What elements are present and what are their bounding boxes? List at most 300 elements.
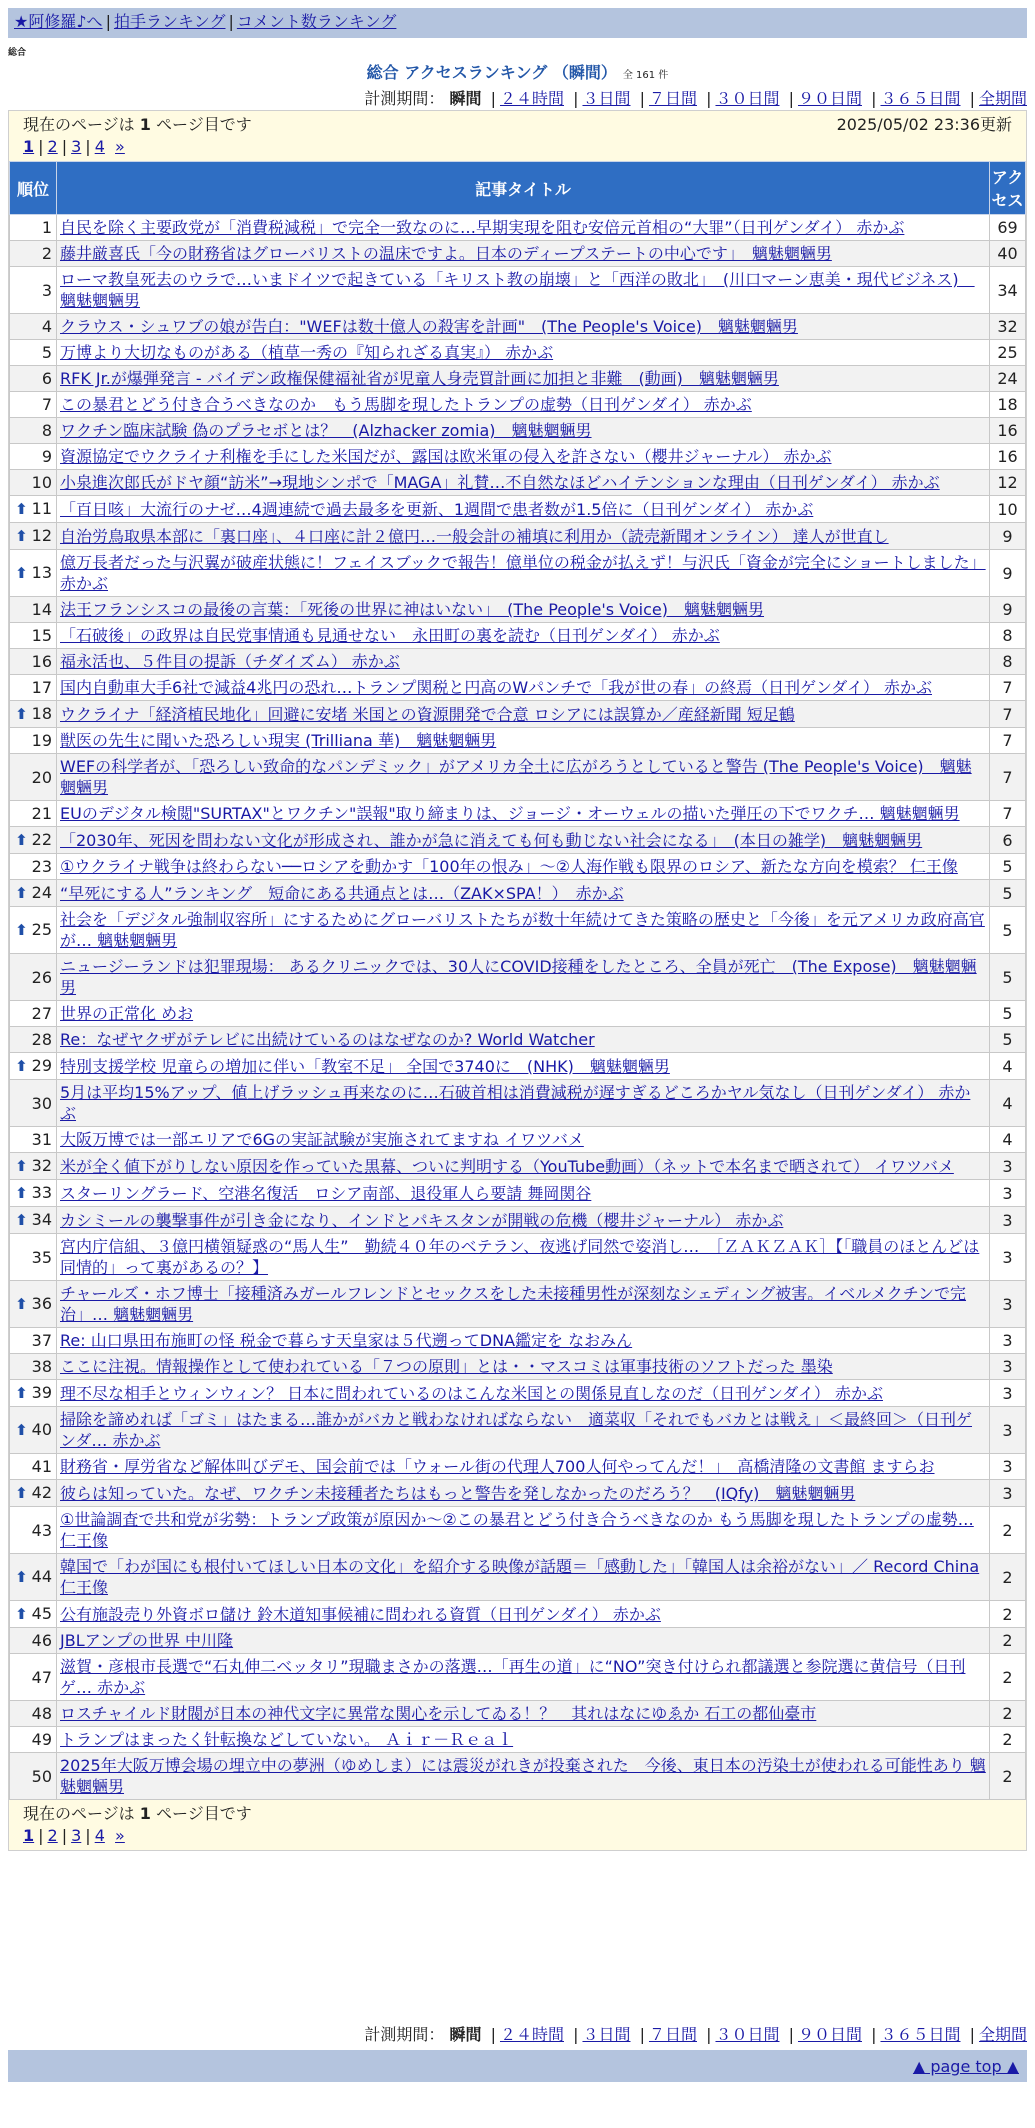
article-title-link[interactable]: 宮内庁信組、３億円横領疑惑の“馬人生” 勤続４０年のベテラン、夜逃げ同然で姿消し… ［ＺＡＫＺＡＫ］【「職員のほとんどは同情的」って裏があるの？】 — [60, 1237, 980, 1277]
table-row — [10, 1001, 1026, 1027]
rank-cell — [10, 728, 57, 754]
rank-cell — [10, 1701, 57, 1727]
rank-number: 9 — [41, 447, 52, 466]
period-label: 計測期間： — [364, 2025, 445, 2044]
period-24h[interactable]: ２４時間 — [499, 2025, 564, 2044]
up-arrow-icon: ⬆ — [15, 1568, 28, 1586]
title-cell — [57, 1380, 990, 1407]
ranking-count: 全 161 件 — [622, 70, 669, 81]
article-title-link[interactable]: 獣医の先生に聞いた恐ろしい現実 (Trilliana 華) 魑魅魍魎男 — [60, 731, 497, 750]
article-title-link[interactable]: ここに注視。情報操作として使われている「７つの原則」とは・・マスコミは軍事技術のソフトだった 墨染 — [60, 1357, 833, 1376]
ranking-title — [0, 60, 1035, 83]
page-link-3[interactable]: 3 — [71, 1826, 82, 1845]
applause-ranking-link[interactable]: 拍手ランキング — [113, 12, 226, 31]
rank-number: 47 — [31, 1667, 52, 1687]
article-title-link[interactable]: ウクライナ「経済植民地化」回避に安堵 米国との資源開発で合意 ロシアには誤算か／産経新聞 短足鶴 — [60, 704, 795, 724]
period-365d[interactable]: ３６５日間 — [880, 2025, 961, 2044]
access-count: 3 — [990, 1153, 1026, 1180]
access-count: 3 — [990, 1480, 1026, 1507]
table-row — [10, 314, 1026, 340]
table-row — [10, 1601, 1026, 1628]
table-row — [10, 1153, 1026, 1180]
rank-cell — [10, 418, 57, 444]
table-row — [10, 1180, 1026, 1207]
title-cell — [57, 1053, 990, 1080]
article-title-link[interactable]: JBLアンプの世界 中川隆 — [60, 1631, 234, 1650]
rank-number: 44 — [31, 1567, 52, 1586]
rank-cell — [10, 1601, 57, 1628]
rank-cell — [10, 1628, 57, 1654]
article-title-link[interactable]: 自民を除く主要政党が「消費税減税」で完全一致なのに…早期実現を阻む安倍元首相の“大罪”（日刊ゲンダイ） 赤かぶ — [60, 218, 905, 237]
table-row — [10, 1454, 1026, 1480]
page-link-4[interactable]: 4 — [94, 137, 105, 156]
table-row — [10, 241, 1026, 267]
rank-number: 29 — [31, 1056, 52, 1075]
rank-number: 16 — [31, 652, 52, 671]
access-count: 2 — [990, 1507, 1026, 1554]
access-count: 12 — [990, 470, 1026, 496]
rank-number: 17 — [31, 678, 52, 697]
rank-number: 46 — [31, 1631, 52, 1650]
ranking-table — [9, 161, 1026, 1800]
title-cell — [57, 907, 990, 954]
rank-cell — [10, 496, 57, 523]
page-top-link[interactable]: ▲ page top ▲ — [912, 2057, 1019, 2076]
title-cell — [57, 597, 990, 623]
access-count: 3 — [990, 1180, 1026, 1207]
access-count: 5 — [990, 1001, 1026, 1027]
table-row — [10, 827, 1026, 854]
article-title-link[interactable]: 彼らは知っていた。なぜ、ワクチン未接種者たちはもっと警告を発しなかったのだろう？ (IQfy) 魑魅魍魎男 — [60, 1483, 856, 1503]
article-title-link[interactable]: ロスチャイルド財閥が日本の神代文字に異常な関心を示してゐる！？ 其れはなにゆゑか 石工の都仙臺市 — [60, 1704, 817, 1723]
table-row — [10, 597, 1026, 623]
article-title-link[interactable]: 大阪万博では一部エリアで6Gの実証試験が実施されてますね イワツバメ — [60, 1130, 584, 1149]
rank-cell — [10, 1027, 57, 1053]
rank-cell — [10, 444, 57, 470]
title-cell — [57, 1127, 990, 1153]
table-row — [10, 1234, 1026, 1281]
table-row — [10, 1753, 1026, 1800]
table-row — [10, 1328, 1026, 1354]
access-count: 25 — [990, 340, 1026, 366]
table-row — [10, 418, 1026, 444]
rank-cell — [10, 392, 57, 418]
access-count: 5 — [990, 1027, 1026, 1053]
article-title-link[interactable]: RFK Jr.が爆弾発言 - バイデン政権保健福祉省が児童人身売買計画に加担と非難 (動画) 魑魅魍魎男 — [60, 369, 779, 388]
access-count: 3 — [990, 1234, 1026, 1281]
rank-number: 36 — [31, 1294, 52, 1313]
article-title-link[interactable]: 自治労鳥取県本部に「裏口座」、４口座に計２億円…一般会計の補填に利用か（読売新聞オンライン） 達人が世直し — [60, 526, 889, 546]
period-3d[interactable]: ３日間 — [582, 89, 631, 108]
article-title-link[interactable]: 韓国で「わが国にも根付いてほしい日本の文化」を紹介する映像が話題＝「感動した」「韓国人は余裕がない」／ Record China 仁王像 — [60, 1557, 980, 1597]
page-link-2[interactable]: 2 — [47, 1826, 58, 1845]
period-30d[interactable]: ３０日間 — [715, 2025, 780, 2044]
footer-bar — [8, 2050, 1027, 2082]
page-link-4[interactable]: 4 — [94, 1826, 105, 1845]
next-page-link[interactable]: » — [115, 1826, 125, 1845]
page-info-bottom — [9, 1800, 1026, 1850]
title-cell — [57, 1454, 990, 1480]
article-title-link[interactable]: クラウス・シュワブの娘が告白："WEFは数十億人の殺害を計画" (The People's Voice) 魑魅魍魎男 — [60, 317, 798, 336]
period-365d[interactable]: ３６５日間 — [880, 89, 961, 108]
article-title-link[interactable]: 「百日咳」大流行のナゼ…4週連続で過去最多を更新、1週間で患者数が1.5倍に（日刊ゲンダイ） 赤かぶ — [60, 499, 814, 519]
up-arrow-icon: ⬆ — [15, 884, 28, 902]
table-row — [10, 340, 1026, 366]
rank-number: 13 — [31, 563, 52, 582]
title-cell — [57, 1281, 990, 1328]
title-cell — [57, 241, 990, 267]
period-all[interactable]: 全期間 — [978, 89, 1027, 108]
access-column-header: アクセス — [990, 162, 1026, 215]
title-cell — [57, 1601, 990, 1628]
rank-number: 31 — [31, 1130, 52, 1149]
rank-number: 38 — [31, 1357, 52, 1376]
title-cell — [57, 1328, 990, 1354]
article-title-link[interactable]: 滋賀・彦根市長選で“石丸伸二ベッタリ”現職まさかの落選…「再生の道」に“NO”突き付けられ都議選と参院選に黄信号（日刊ゲ… 赤かぶ — [60, 1657, 966, 1697]
article-title-link[interactable]: Re: 山口県田布施町の怪 税金で暮らす天皇家は５代遡ってDNA鑑定を なおみん — [60, 1331, 633, 1350]
article-title-link[interactable]: 理不尽な相手とウィンウィン？ 日本に問われているのはこんな米国との関係見直しなのだ（日刊ゲンダイ） 赤かぶ — [60, 1383, 883, 1403]
rank-cell — [10, 1454, 57, 1480]
table-row — [10, 1127, 1026, 1153]
article-title-link[interactable]: 公有施設売り外資ボロ儲け 鈴木道知事候補に問われる資質（日刊ゲンダイ） 赤かぶ — [60, 1604, 661, 1624]
title-cell — [57, 1480, 990, 1507]
access-count: 9 — [990, 597, 1026, 623]
rank-cell — [10, 1554, 57, 1601]
rank-cell — [10, 675, 57, 701]
period-30d[interactable]: ３０日間 — [715, 89, 780, 108]
title-cell — [57, 954, 990, 1001]
rank-number: 42 — [31, 1483, 52, 1502]
article-title-link[interactable]: 福永活也、５件目の提訴（チダイズム） 赤かぶ — [60, 652, 400, 671]
table-row — [10, 444, 1026, 470]
period-24h[interactable]: ２４時間 — [499, 89, 564, 108]
period-all[interactable]: 全期間 — [978, 2025, 1027, 2044]
access-count: 2 — [990, 1554, 1026, 1601]
article-title-link[interactable]: 財務省・厚労省など解体叫びデモ、国会前では「ウォール街の代理人700人何やってんだ！」 高橋清隆の文書館 ますらお — [60, 1457, 935, 1476]
article-title-link[interactable]: ワクチン臨床試験 偽のプラセボとは？ (Alzhacker zomia) 魑魅魍魎男 — [60, 421, 592, 440]
rank-cell — [10, 854, 57, 880]
up-arrow-icon: ⬆ — [15, 705, 28, 723]
pagination-bottom: 1 | 2 | 3 | 4 » — [23, 1826, 125, 1845]
rank-cell — [10, 470, 57, 496]
article-title-link[interactable]: 「2030年、死因を問わない文化が形成され、誰かが急に消えても何も動じない社会になる」 (本日の雑学) 魑魅魍魎男 — [60, 830, 923, 850]
period-3d[interactable]: ３日間 — [582, 2025, 631, 2044]
title-cell — [57, 1507, 990, 1554]
access-count: 5 — [990, 854, 1026, 880]
rank-number: 49 — [31, 1730, 52, 1749]
title-cell — [57, 1207, 990, 1234]
article-title-link[interactable]: 「石破後」の政界は自民党事情通も見通せない 永田町の裏を読む（日刊ゲンダイ） 赤かぶ — [60, 626, 720, 645]
up-arrow-icon: ⬆ — [15, 564, 28, 582]
page-link-2[interactable]: 2 — [47, 137, 58, 156]
up-arrow-icon: ⬆ — [15, 1295, 28, 1313]
article-title-link[interactable]: 国内自動車大手6社で減益4兆円の恐れ…トランプ関税と円高のWパンチで「我が世の春」の終焉（日刊ゲンダイ） 赤かぶ — [60, 678, 932, 697]
title-cell — [57, 340, 990, 366]
title-cell — [57, 314, 990, 340]
rank-number: 12 — [31, 526, 52, 545]
table-row — [10, 1727, 1026, 1753]
rank-number: 37 — [31, 1331, 52, 1350]
access-count: 24 — [990, 366, 1026, 392]
rank-cell — [10, 1507, 57, 1554]
title-cell — [57, 550, 990, 597]
ranking-title-text: 総合 アクセスランキング （瞬間） — [366, 63, 617, 82]
rank-number: 50 — [31, 1766, 52, 1786]
up-arrow-icon: ⬆ — [15, 1605, 28, 1623]
article-title-link[interactable]: Re：なぜヤクザがテレビに出続けているのはなぜなのか? World Watcher — [60, 1030, 595, 1049]
article-title-link[interactable]: トランプはまったく针転換などしていない。 Ａｉｒ－Ｒｅａｌ — [60, 1730, 514, 1749]
next-page-link[interactable]: » — [115, 137, 125, 156]
rank-cell — [10, 1053, 57, 1080]
table-row — [10, 1628, 1026, 1654]
rank-number: 40 — [31, 1420, 52, 1439]
rank-number: 43 — [31, 1520, 52, 1540]
title-cell — [57, 1753, 990, 1800]
access-count: 2 — [990, 1654, 1026, 1701]
rank-cell — [10, 1654, 57, 1701]
rank-number: 10 — [31, 473, 52, 492]
article-title-link[interactable]: 資源協定でウクライナ利権を手にした米国だが、露国は欧米軍の侵入を許さない（櫻井ジャーナル） 赤かぶ — [60, 447, 832, 466]
table-row — [10, 880, 1026, 907]
table-row — [10, 523, 1026, 550]
table-row — [10, 1027, 1026, 1053]
article-title-link[interactable]: 5月は平均15%アップ、値上げラッシュ再来なのに…石破首相は消費減税が遅すぎるどころかヤル気なし（日刊ゲンダイ） 赤かぶ — [60, 1083, 971, 1123]
article-title-link[interactable]: 法王フランシスコの最後の言葉：「死後の世界に神はいない」 (The People's Voice) 魑魅魍魎男 — [60, 600, 765, 619]
table-row — [10, 215, 1026, 241]
title-cell — [57, 1407, 990, 1454]
table-row — [10, 267, 1026, 314]
rank-number: 20 — [31, 767, 52, 787]
title-cell — [57, 444, 990, 470]
period-90d[interactable]: ９０日間 — [797, 2025, 862, 2044]
article-title-link[interactable]: 世界の正常化 めお — [60, 1004, 194, 1023]
up-arrow-icon: ⬆ — [15, 1057, 28, 1075]
access-count: 3 — [990, 1328, 1026, 1354]
comment-ranking-link[interactable]: コメント数ランキング — [236, 12, 397, 31]
rank-cell — [10, 1080, 57, 1127]
article-title-link[interactable]: “早死にする人”ランキング 短命にある共通点とは…（ZAK×SPA！） 赤かぶ — [60, 883, 624, 903]
period-90d[interactable]: ９０日間 — [797, 89, 862, 108]
rank-number: 33 — [31, 1183, 52, 1202]
rank-cell — [10, 1001, 57, 1027]
table-row — [10, 1407, 1026, 1454]
title-cell — [57, 1001, 990, 1027]
rank-cell — [10, 241, 57, 267]
period-selector-bottom: 計測期間： 瞬間 | ２４時間 | ３日間 | ７日間 | ３０日間 | ９０日間 | ３６５日間 | 全期間 — [364, 2025, 1027, 2044]
period-selector-top: 計測期間： 瞬間 | ２４時間 | ３日間 | ７日間 | ３０日間 | ９０日間 | ３６５日間 | 全期間 — [364, 89, 1027, 108]
rank-cell — [10, 1407, 57, 1454]
rank-cell — [10, 1180, 57, 1207]
rank-number: 25 — [31, 920, 52, 939]
up-arrow-icon: ⬆ — [15, 1211, 28, 1229]
article-title-link[interactable]: ローマ教皇死去のウラで…いまドイツで起きている「キリスト教の崩壊」と「西洋の敗北」 (川口マーン恵美・現代ビジネス) 魑魅魍魎男 — [60, 270, 975, 310]
article-title-link[interactable]: 藤井厳喜氏「今の財務省はグローバリストの温床ですよ。日本のディープステートの中心です」 魑魅魍魎男 — [60, 244, 832, 263]
article-title-link[interactable]: ①ウクライナ戦争は終わらない──ロシアを動かす「100年の恨み」～②人海作戦も限界のロシア、新たな方向を模索？ 仁王像 — [60, 857, 958, 876]
access-count: 3 — [990, 1380, 1026, 1407]
rank-number: 41 — [31, 1457, 52, 1476]
page-link-1[interactable]: 1 — [23, 137, 35, 156]
table-row — [10, 649, 1026, 675]
access-count: 9 — [990, 550, 1026, 597]
article-title-link[interactable]: EUのデジタル検閲"SURTAX"とワクチン"誤報"取り締まりは、ジョージ・オーウェルの描いた弾圧の下でワクチ… 魑魅魍魎男 — [60, 804, 960, 823]
rank-cell — [10, 1727, 57, 1753]
rank-number: 18 — [31, 704, 52, 723]
access-count: 5 — [990, 907, 1026, 954]
rank-number: 1 — [41, 218, 52, 237]
rank-cell — [10, 1153, 57, 1180]
up-arrow-icon: ⬆ — [15, 921, 28, 939]
access-count: 2 — [990, 1727, 1026, 1753]
table-row — [10, 623, 1026, 649]
rank-number: 19 — [31, 731, 52, 750]
category-tag: 総合 — [8, 48, 27, 58]
article-title-link[interactable]: ニュージーランドは犯罪現場： あるクリニックでは、30人にCOVID接種をしたところ、全員が死亡 (The Expose) 魑魅魍魎男 — [60, 957, 977, 997]
article-title-link[interactable]: この暴君とどう付き合うべきなのか もう馬脚を現したトランプの虚勢（日刊ゲンダイ） 赤かぶ — [60, 395, 752, 414]
table-row — [10, 550, 1026, 597]
ranking-panel — [8, 110, 1027, 1851]
period-current: 瞬間 — [449, 89, 482, 108]
period-7d[interactable]: ７日間 — [648, 89, 697, 108]
article-title-link[interactable]: 2025年大阪万博会場の埋立中の夢洲（ゆめしま）には震災がれきが投棄された 今後、東日本の汚染土が使われる可能性あり 魑魅魍魎男 — [60, 1756, 986, 1796]
article-title-link[interactable]: 社会を「デジタル強制収容所」にするためにグローバリストたちが数十年続けてきた策略の歴史と「今後」を元アメリカ政府高官が… 魑魅魍魎男 — [60, 910, 985, 950]
nav-separator: | — [228, 12, 234, 31]
title-cell — [57, 523, 990, 550]
table-row — [10, 1507, 1026, 1554]
rank-number: 4 — [41, 317, 52, 336]
rank-number: 15 — [31, 626, 52, 645]
title-cell — [57, 366, 990, 392]
article-title-link[interactable]: WEFの科学者が、「恐ろしい致命的なパンデミック」がアメリカ全土に広がろうとしていると警告 (The People's Voice) 魑魅魍魎男 — [60, 757, 972, 797]
page-info-top — [9, 111, 1026, 161]
rank-number: 3 — [41, 280, 52, 300]
article-title-link[interactable]: 特別支援学校 児童らの増加に伴い「教室不足」 全国で3740に (NHK) 魑魅魍魎男 — [60, 1056, 670, 1076]
access-count: 16 — [990, 444, 1026, 470]
up-arrow-icon: ⬆ — [15, 1184, 28, 1202]
current-page-text: 現在のページは 1 ページ目です — [23, 1804, 252, 1823]
table-row — [10, 701, 1026, 728]
article-title-link[interactable]: 億万長者だった与沢翼が破産状態に！フェイスブックで報告！億単位の税金が払えず！与沢氏「資金が完全にショートしました」 赤かぶ — [60, 553, 986, 593]
title-cell — [57, 754, 990, 801]
access-count: 3 — [990, 1207, 1026, 1234]
title-cell — [57, 1554, 990, 1601]
rank-number: 28 — [31, 1030, 52, 1049]
rank-cell — [10, 701, 57, 728]
up-arrow-icon: ⬆ — [15, 527, 28, 545]
rank-number: 11 — [31, 499, 52, 518]
title-cell — [57, 267, 990, 314]
article-title-link[interactable]: チャールズ・ホフ博士「接種済みガールフレンドとセックスをした未接種男性が深刻なシェディング被害。イベルメクチンで完治」… 魑魅魍魎男 — [60, 1284, 967, 1324]
rank-number: 27 — [31, 1004, 52, 1023]
rank-number: 8 — [41, 421, 52, 440]
rank-number: 32 — [31, 1156, 52, 1175]
rank-cell — [10, 827, 57, 854]
article-title-link[interactable]: 万博より大切なものがある（植草一秀の『知られざる真実』） 赤かぶ — [60, 343, 554, 362]
access-count: 2 — [990, 1701, 1026, 1727]
access-count: 8 — [990, 649, 1026, 675]
title-cell — [57, 470, 990, 496]
rank-cell — [10, 1380, 57, 1407]
access-count: 7 — [990, 754, 1026, 801]
top-nav-bar — [8, 8, 1027, 38]
title-cell — [57, 418, 990, 444]
table-row — [10, 907, 1026, 954]
article-title-link[interactable]: カシミールの襲撃事件が引き金になり、インドとパキスタンが開戦の危機（櫻井ジャーナル） 赤かぶ — [60, 1210, 784, 1230]
title-cell — [57, 1153, 990, 1180]
up-arrow-icon: ⬆ — [15, 1384, 28, 1402]
rank-cell — [10, 597, 57, 623]
home-link[interactable]: ★阿修羅♪へ — [14, 12, 103, 31]
access-count: 10 — [990, 496, 1026, 523]
up-arrow-icon: ⬆ — [15, 1421, 28, 1439]
access-count: 3 — [990, 1407, 1026, 1454]
period-current: 瞬間 — [449, 2025, 482, 2044]
article-title-link[interactable]: スターリングラード、空港名復活 ロシア南部、退役軍人ら要請 舞岡関谷 — [60, 1183, 592, 1203]
title-cell — [57, 649, 990, 675]
title-cell — [57, 827, 990, 854]
table-row — [10, 366, 1026, 392]
rank-cell — [10, 623, 57, 649]
current-page-text: 現在のページは 1 ページ目です — [23, 115, 252, 134]
rank-number: 24 — [31, 883, 52, 902]
rank-cell — [10, 1354, 57, 1380]
up-arrow-icon: ⬆ — [15, 1484, 28, 1502]
access-count: 4 — [990, 1127, 1026, 1153]
title-cell — [57, 1180, 990, 1207]
access-count: 32 — [990, 314, 1026, 340]
rank-number: 39 — [31, 1383, 52, 1402]
rank-cell — [10, 801, 57, 827]
table-row — [10, 1207, 1026, 1234]
table-row — [10, 675, 1026, 701]
title-cell — [57, 1354, 990, 1380]
rank-number: 21 — [31, 804, 52, 823]
table-row — [10, 854, 1026, 880]
up-arrow-icon: ⬆ — [15, 1157, 28, 1175]
table-row — [10, 1281, 1026, 1328]
rank-cell — [10, 1207, 57, 1234]
rank-cell — [10, 907, 57, 954]
rank-cell — [10, 340, 57, 366]
article-title-link[interactable]: 米が全く値下がりしない原因を作っていた黒幕、ついに判明する（YouTube動画）（ネットで本名まで晒されて） イワツバメ — [60, 1156, 954, 1176]
rank-number: 45 — [31, 1604, 52, 1623]
rank-cell — [10, 754, 57, 801]
table-row — [10, 1053, 1026, 1080]
rank-number: 7 — [41, 395, 52, 414]
page-link-1[interactable]: 1 — [23, 1826, 35, 1845]
title-cell — [57, 801, 990, 827]
page-link-3[interactable]: 3 — [71, 137, 82, 156]
rank-cell — [10, 954, 57, 1001]
title-cell — [57, 215, 990, 241]
rank-cell — [10, 1480, 57, 1507]
article-title-link[interactable]: 小泉進次郎氏がドヤ顔“訪米”→現地シンポで「MAGA」礼賛…不自然なほどハイテンションな理由（日刊ゲンダイ） 赤かぶ — [60, 473, 940, 492]
title-cell — [57, 392, 990, 418]
access-count: 69 — [990, 215, 1026, 241]
access-count: 7 — [990, 728, 1026, 754]
article-title-link[interactable]: 掃除を諦めれば「ゴミ」はたまる…誰かがバカと戦わなければならない 適菜収「それでもバカとは戦え」＜最終回＞（日刊ゲンダ… 赤かぶ — [60, 1410, 973, 1450]
title-cell — [57, 728, 990, 754]
table-row — [10, 392, 1026, 418]
period-7d[interactable]: ７日間 — [648, 2025, 697, 2044]
table-row — [10, 1080, 1026, 1127]
rank-column-header: 順位 — [10, 162, 57, 215]
period-label: 計測期間： — [364, 89, 445, 108]
up-arrow-icon: ⬆ — [15, 500, 28, 518]
rank-number: 34 — [31, 1210, 52, 1229]
updated-timestamp: 2025/05/02 23:36更新 — [836, 115, 1012, 134]
article-title-link[interactable]: ①世論調査で共和党が劣勢：トランプ政策が原因か～②この暴君とどう付き合うべきなのか もう馬脚を現したトランプの虚勢… 仁王像 — [60, 1510, 974, 1550]
rank-cell — [10, 1234, 57, 1281]
